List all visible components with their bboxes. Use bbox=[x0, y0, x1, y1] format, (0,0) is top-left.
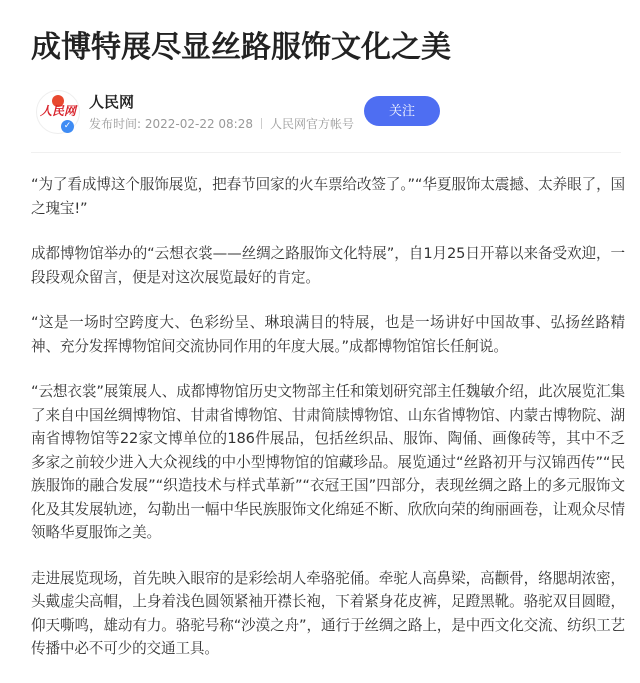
article-body bbox=[31, 173, 625, 683]
article-paragraph: 走进展览现场，首先映入眼帘的是彩绘胡人牵骆驼俑。牵驼人高鼻梁，高颧骨，络腮胡浓密，头戴虚尖高帽，上身着浅色圆领紧袖开襟长袍，下着紧身花皮裤，足蹬黑靴。骆驼双目圆瞪，仰天嘶鸣，雄动有力。骆驼号称“沙漠之舟”，通行于丝绸之路上，是中西文化交流、纺织工艺传播中必不可少的交通工具。 bbox=[31, 569, 625, 657]
article-paragraph: “这是一场时空跨度大、色彩纷呈、琳琅满目的特展，也是一场讲好中国故事、弘扬丝路精神、充分发挥博物馆间交流协同作用的年度大展。”成都博物馆馆长任舸说。 bbox=[31, 314, 625, 355]
author-name[interactable]: 人民网 bbox=[89, 93, 135, 111]
article-paragraph: “为了看成博这个服饰展览，把春节回家的火车票给改签了。”“华夏服饰太震撼、太养眼了，国之瑰宝!” bbox=[31, 176, 625, 217]
article-title: 成博特展尽显丝路服饰文化之美 bbox=[31, 30, 451, 65]
avatar-logo-text: 人民网 bbox=[39, 104, 76, 118]
publish-time: 发布时间: 2022-02-22 08:28 bbox=[89, 117, 253, 131]
follow-button[interactable]: 关注 bbox=[364, 96, 440, 126]
header-divider bbox=[31, 152, 621, 153]
meta-divider bbox=[261, 118, 262, 129]
article-meta bbox=[89, 116, 354, 132]
article-paragraph: 成都博物馆举办的“云想衣裳——丝绸之路服饰文化特展”，自1月25日开幕以来备受欢迎，一段段观众留言，便是对这次展览最好的肯定。 bbox=[31, 245, 625, 286]
author-row bbox=[31, 88, 621, 136]
article-paragraph: “云想衣裳”展策展人、成都博物馆历史文物部主任和策划研究部主任魏敏介绍，此次展览汇集了来自中国丝绸博物馆、甘肃省博物馆、甘肃简牍博物馆、山东省博物馆、内蒙古博物院、湖南省博物馆等22家文博单位的186件展品，包括丝织品、服饰、陶俑、画像砖等，其中不乏多家之前较少进入大众视线的中小型博物馆的馆藏珍品。展览通过“丝路初开与汉锦西传”“民族服饰的融合发展”“织造技术与样式革新”“衣冠王国”四部分，表现丝绸之路上的多元服饰文化及其发展轨迹，勾勒出一幅中华民族服饰文化绵延不断、欣欣向荣的绚丽画卷，让观众尽情领略华夏服饰之美。 bbox=[31, 383, 625, 541]
check-icon: ✓ bbox=[61, 120, 74, 133]
account-label: 人民网官方帐号 bbox=[270, 117, 355, 131]
